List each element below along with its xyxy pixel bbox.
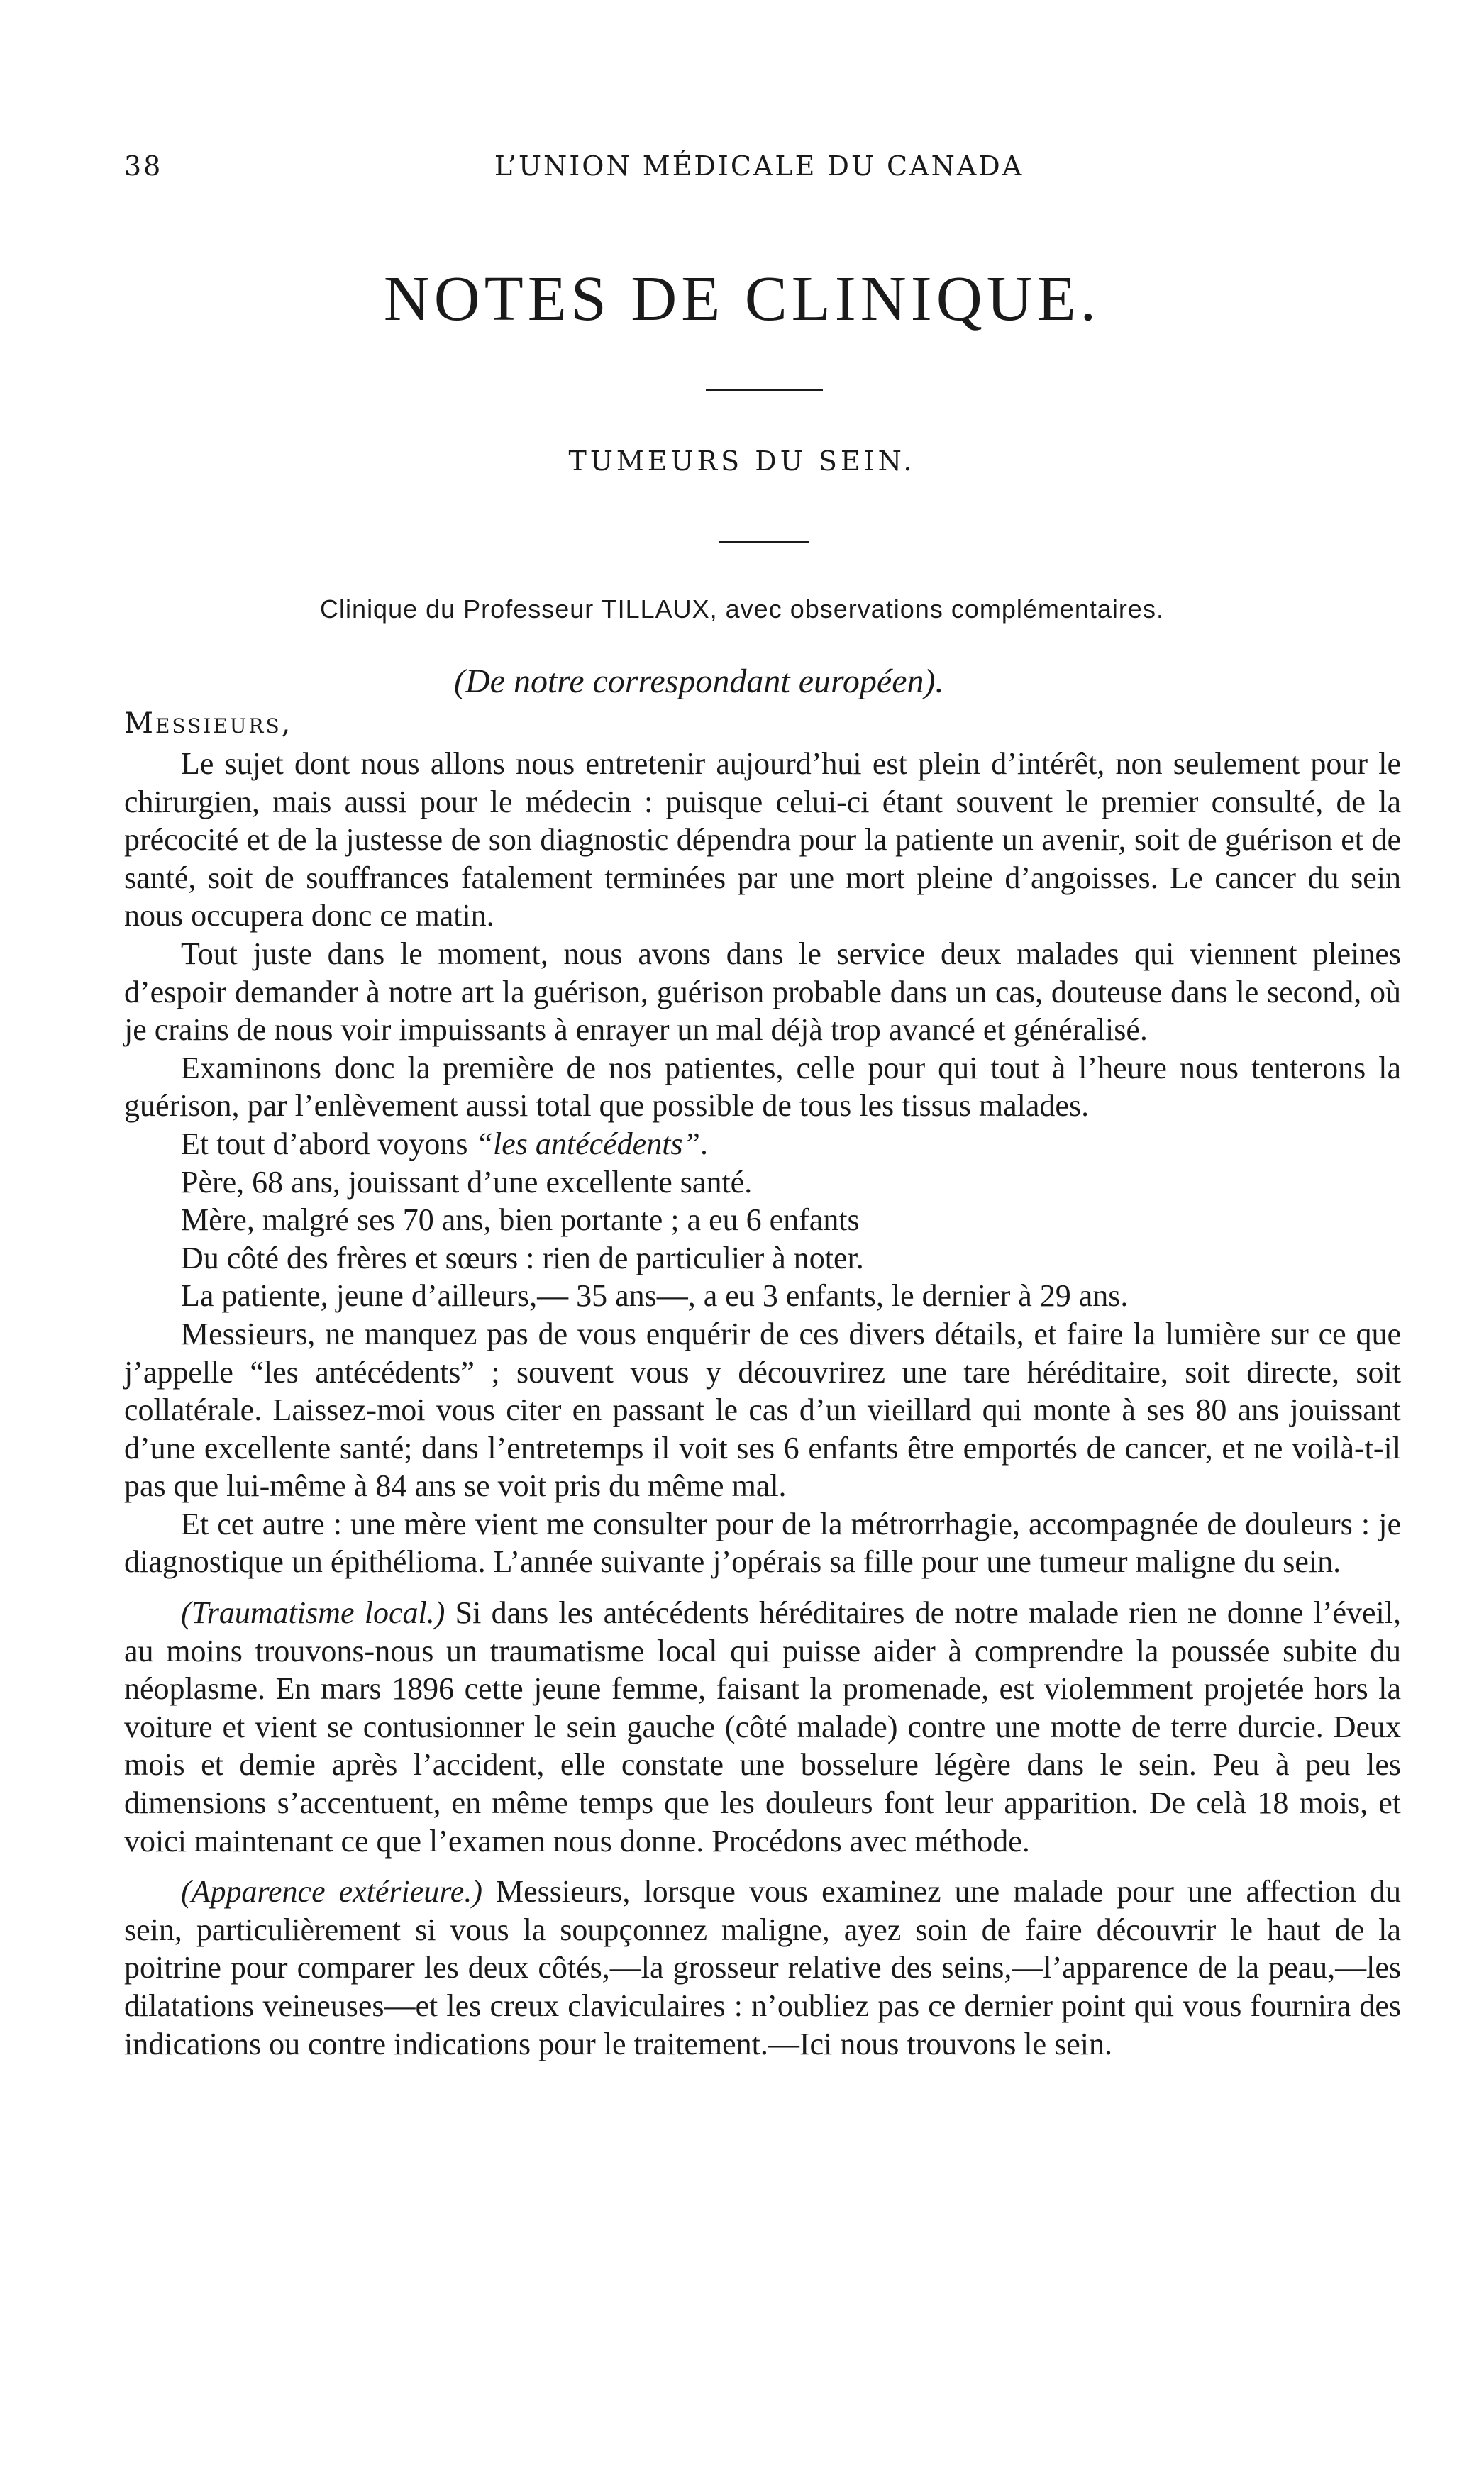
emphasis: (Traumatisme local.) bbox=[181, 1595, 445, 1631]
salutation: Messieurs, bbox=[124, 707, 293, 740]
divider-rule bbox=[706, 389, 823, 391]
paragraph: Le sujet dont nous allons nous entretenir aujourd’hui est plein d’intérêt, non seulement pour le chirurgien, mais aussi pour le médecin : puisque celui-ci étant souvent le premier consulté, de la précocité et de la justesse de son diagnostic dépendra pour la patiente un avenir, soit de guérison et de santé, soit de souffrances fatalement terminées par une mort pleine d’angoisses. Le cancer du sein nous occupera donc ce matin. bbox=[124, 746, 1401, 934]
paragraph: (Apparence extérieure.) Messieurs, lorsque vous examinez une malade pour une affection du sein, particulièrement si vous la soupçonnez maligne, ayez soin de faire découvrir le haut de la poitrine pour comparer les deux côtés,—la grosseur relative des seins,—l’apparence de la peau,—les dilatations veineuses—et les creux claviculaires : n’oubliez pas ce dernier point qui vous fournira des indications ou contre indications pour le traitement.—Ici nous trouvons le sein. bbox=[124, 1874, 1401, 2061]
paragraph: Et tout d’abord voyons “les antécédents”. bbox=[181, 1126, 709, 1161]
paragraph: Messieurs, ne manquez pas de vous enquérir de ces divers détails, et faire la lumière sur ce que j’appelle “les antécédents” ; souvent vous y découvrirez une tare héréditaire, soit directe, soit collatérale. Laissez-moi vous citer en passant le cas d’un vieillard qui monte à ses 80 ans jouissant d’une excellente santé; dans l’entretemps il voit ses 6 enfants être emportés de cancer, et ne voilà-t-il pas que lui-même à 84 ans se voit pris du même mal. bbox=[124, 1316, 1401, 1504]
paragraph: Et cet autre : une mère vient me consulter pour de la métrorrhagie, accompagnée de douleurs : je diagnostique un épithélioma. L’année suivante j’opérais sa fille pour une tumeur maligne du sein. bbox=[124, 1506, 1401, 1580]
clinic-attribution: Clinique du Professeur TILLAUX, avec observations complémentaires. bbox=[320, 594, 1164, 624]
paragraph: Mère, malgré ses 70 ans, bien portante ; a eu 6 enfants bbox=[181, 1202, 860, 1238]
emphasis: “les antécédents” bbox=[475, 1126, 701, 1161]
page-number: 38 bbox=[124, 150, 163, 182]
paragraph: La patiente, jeune d’ailleurs,— 35 ans—, a eu 3 enfants, le dernier à 29 ans. bbox=[181, 1278, 1129, 1314]
paragraph: (Traumatisme local.) Si dans les antécédents héréditaires de notre malade rien ne donne l’éveil, au moins trouvons-nous un traumatisme local qui puisse aider à comprendre la poussée subite du néoplasme. En mars 1896 cette jeune femme, faisant la promenade, est violemment projetée hors la voiture et vient se contusionner le sein gauche (côté malade) contre une motte de terre durcie. Deux mois et demie après l’accident, elle constate une bosselure légère dans le sein. Peu à peu les dimensions s’accentuent, en même temps que les douleurs font leur apparition. De celà 18 mois, et voici maintenant ce que l’examen nous donne. Procédons avec méthode. bbox=[124, 1595, 1402, 1859]
emphasis: (Apparence extérieure.) bbox=[181, 1874, 482, 1910]
section-title: NOTES DE CLINIQUE. bbox=[383, 264, 1101, 334]
journal-title: L’UNION MÉDICALE DU CANADA bbox=[494, 150, 1024, 182]
paragraph: Tout juste dans le moment, nous avons dans le service deux malades qui viennent pleines d’espoir demander à notre art la guérison, guérison probable dans un cas, douteuse dans le second, où je crains de nous voir impuissants à enrayer un mal déjà trop avancé et généralisé. bbox=[124, 936, 1401, 1048]
article-body bbox=[124, 745, 1401, 2063]
divider-rule bbox=[719, 541, 809, 543]
running-header bbox=[124, 150, 1394, 193]
paragraph: Du côté des frères et sœurs : rien de particulier à noter. bbox=[181, 1240, 864, 1275]
paragraph: Examinons donc la première de nos patientes, celle pour qui tout à l’heure nous tenterons la guérison, par l’enlèvement aussi total que possible de tous les tissus malades. bbox=[124, 1050, 1401, 1124]
correspondent-line: (De notre correspondant européen). bbox=[454, 663, 944, 700]
paragraph: Père, 68 ans, jouissant d’une excellente santé. bbox=[181, 1164, 753, 1200]
article-subtitle: TUMEURS DU SEIN. bbox=[568, 445, 916, 477]
